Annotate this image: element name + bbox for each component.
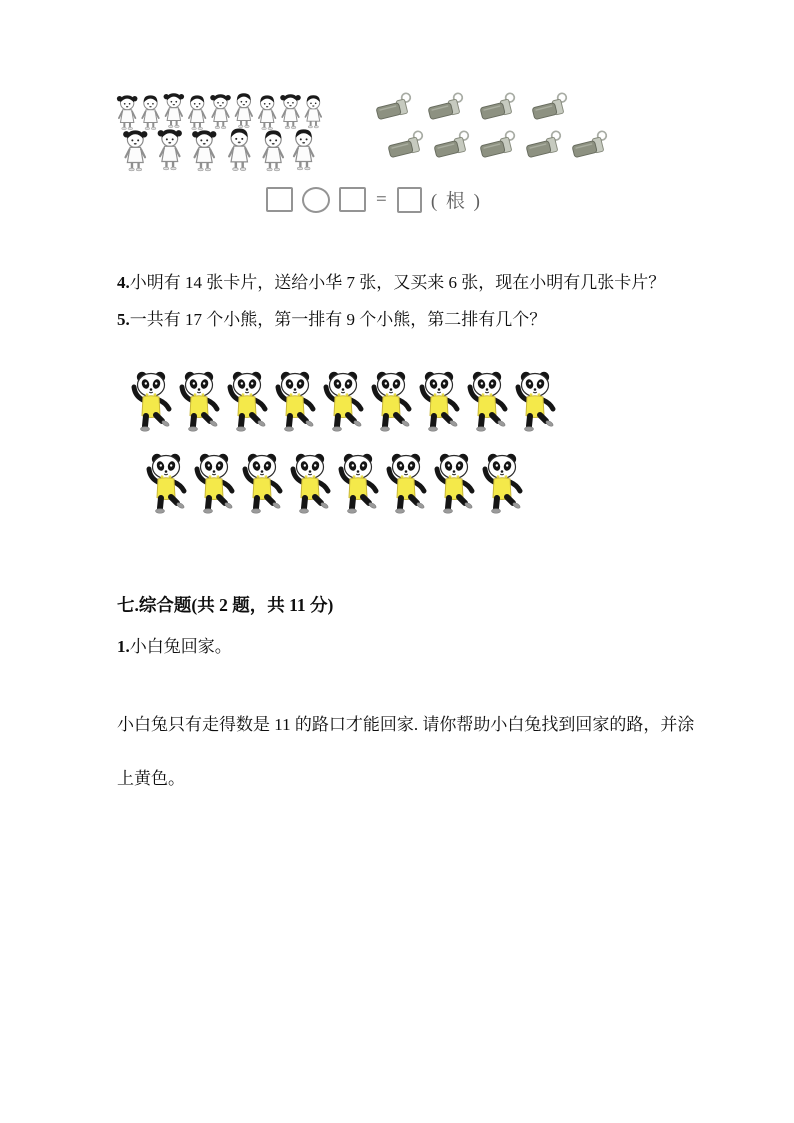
panda-icon <box>371 370 413 434</box>
whistle-icon <box>386 130 430 164</box>
panda-row-2 <box>146 452 524 516</box>
panda-icon <box>338 452 380 516</box>
whistle-icon <box>478 130 522 164</box>
panda-icon <box>467 370 509 434</box>
whistle-icon <box>426 92 470 126</box>
answer-box-result[interactable] <box>397 187 422 213</box>
section-heading: 七.综合题(共 2 题，共 11 分) <box>117 594 334 615</box>
panda-icon <box>434 452 476 516</box>
whistle-group <box>372 92 612 176</box>
panda-icon <box>179 370 221 434</box>
panda-icon <box>275 370 317 434</box>
panda-icon <box>482 452 524 516</box>
panda-icon <box>515 370 557 434</box>
panda-icon <box>227 370 269 434</box>
panda-icon <box>194 452 236 516</box>
answer-box-first[interactable] <box>266 187 293 212</box>
section7-item-1 <box>117 637 232 656</box>
question-4-number: 4. <box>117 273 130 292</box>
question-4 <box>117 273 665 292</box>
panda-icon <box>386 452 428 516</box>
panda-icon <box>323 370 365 434</box>
whistle-icon <box>374 92 418 126</box>
panda-icon <box>242 452 284 516</box>
children-illustration <box>116 90 326 176</box>
whistle-row-1 <box>374 92 612 126</box>
item-1-number: 1. <box>117 637 130 656</box>
equals-sign: = <box>376 188 387 210</box>
whistle-icon <box>530 92 574 126</box>
item-1-text: 小白兔回家。 <box>129 637 232 656</box>
question-5-text: 一共有 17 个小熊，第一排有 9 个小熊，第二排有几个？ <box>129 310 547 329</box>
whistle-icon <box>524 130 568 164</box>
panda-icon <box>290 452 332 516</box>
whistle-icon <box>478 92 522 126</box>
question-5-number: 5. <box>117 310 130 329</box>
question-4-text: 小明有 14 张卡片，送给小华 7 张，又买来 6 张，现在小明有几张卡片？ <box>129 273 666 292</box>
panda-icon <box>131 370 173 434</box>
question-5 <box>117 310 546 329</box>
panda-icon <box>419 370 461 434</box>
whistle-row-2 <box>386 130 612 164</box>
whistle-icon <box>570 130 614 164</box>
instruction-line-1: 小白兔只有走得数是 11 的路口才能回家. 请你帮助小白兔找到回家的路，并涂 <box>117 715 695 734</box>
instruction-line-2: 上黄色。 <box>117 769 185 788</box>
operator-circle[interactable] <box>302 187 330 213</box>
equation-row <box>266 186 482 213</box>
whistle-icon <box>432 130 476 164</box>
panda-row-1 <box>131 370 557 434</box>
panda-icon <box>146 452 188 516</box>
unit-label: ( 根 ) <box>430 191 482 212</box>
answer-box-second[interactable] <box>339 187 366 212</box>
